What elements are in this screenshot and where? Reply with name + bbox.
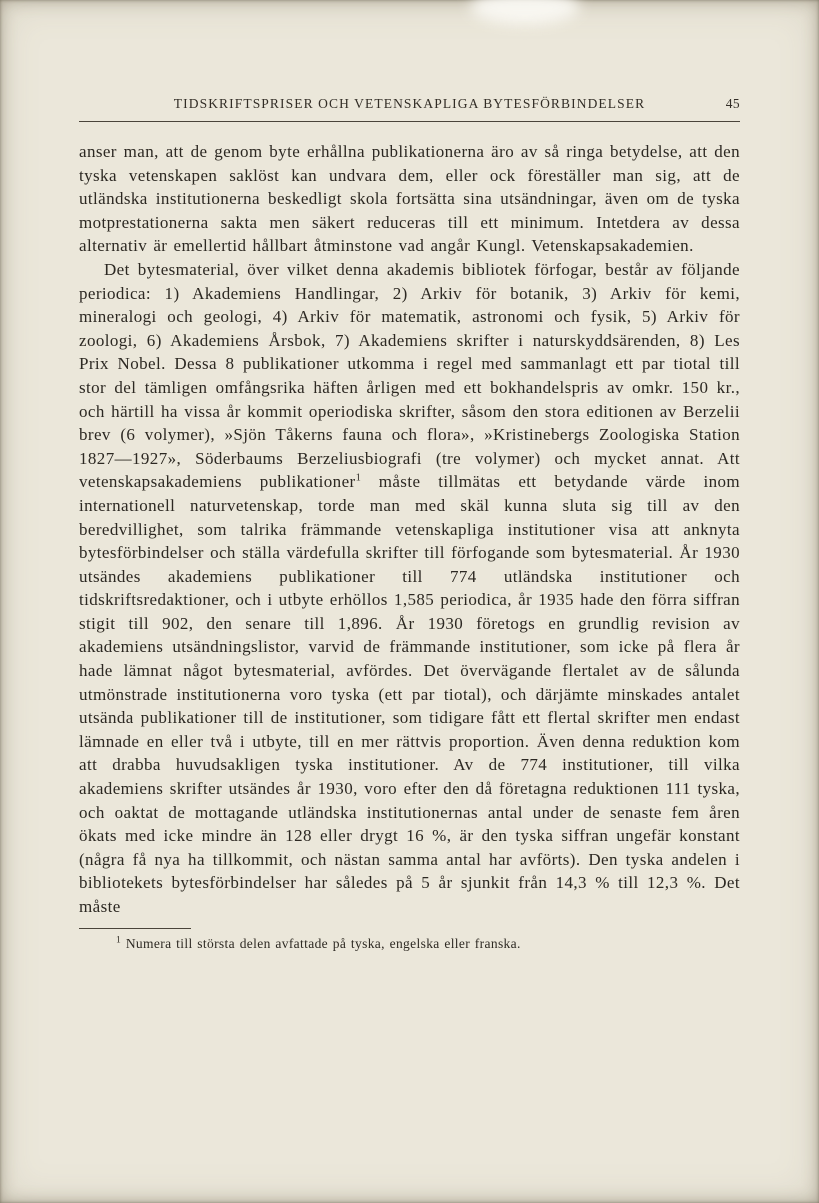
body-text xyxy=(79,140,740,919)
footnote xyxy=(79,935,740,953)
running-title: TIDSKRIFTSPRISER OCH VETENSKAPLIGA BYTESFÖRBINDELSER xyxy=(173,96,646,111)
footnote-reference: 1 xyxy=(355,472,361,484)
footnote-text: Numera till största delen avfattade på tyska, engelska eller franska. xyxy=(121,935,521,951)
page-content xyxy=(79,96,740,953)
page-number: 45 xyxy=(725,96,740,111)
page-header xyxy=(79,96,740,113)
footnote-marker: 1 xyxy=(116,935,122,946)
header-rule xyxy=(79,121,740,122)
paragraph-bytesmaterial xyxy=(79,258,740,919)
footnote-area xyxy=(79,928,740,953)
paragraph-text: måste tillmätas ett betydande värde inom internationell naturvetenskap, torde man med skäl kunna sluta sig till av den beredvillighet, som talrika främmande vetenskapliga institutioner visa att anknyta bytesförbindelser och ställa värdefulla skrifter till förfogande som bytesmaterial. År 1930 utsändes akademiens publikationer till 774 utländska institutioner och tidskriftsredaktioner, och i utbyte erhöllos 1,585 periodica, år 1935 hade den förra siffran stigit till 902, den senare till 1,896. År 1930 företogs en grundlig revision av akademiens utsändningslistor, varvid de främmande institutioner, som icke på flera år hade lämnat något bytesmaterial, avfördes. Det övervägande flertalet av de sålunda utmönstrade institutionerna voro tyska (ett par tiotal), och därjämte minskades antalet utsända publikationer till de institutioner, som tidigare fått ett flertal skrifter men endast lämnade en eller två i utbyte, till en mer rättvis proportion. Även denna reduktion kom att drabba huvudsakligen tyska institutioner. Av de 774 institutioner, till vilka akademiens skrifter utsändes år 1930, voro efter den då företagna reduktionen 111 tyska, och oaktat de mottagande utländska institutionernas antal under de senaste fem åren ökats med icke mindre än 128 eller drygt 16 %, är den tyska siffran ungefär konstant (några få nya ha tillkommit, och nästan samma antal har avförts). Den tyska andelen i bibliotekets bytesförbindelser har således på 5 år sjunkit från 14,3 % till 12,3 %. Det måste xyxy=(79,472,740,916)
paragraph-text: Det bytesmaterial, över vilket denna akademis bibliotek förfogar, består av följande periodica: 1) Akademiens Handlingar, 2) Arkiv för botanik, 3) Arkiv för kemi, mineralogi och geologi, 4) Arkiv för matematik, astronomi och fysik, 5) Arkiv för zoologi, 6) Akademiens Årsbok, 7) Akademiens skrifter i naturskyddsärenden, 8) Les Prix Nobel. Dessa 8 publikationer utkomma i regel med sammanlagt ett par tiotal till stor del tämligen omfångsrika häften årligen med ett bokhandelspris av omkr. 150 kr., och härtill ha vissa år kommit operiodiska skrifter, såsom den stora editionen av Berzelii brev (6 volymer), »Sjön Tåkerns fauna och flora», »Kristinebergs Zoologiska Station 1827—1927», Söderbaums Berzeliusbiografi (tre volymer) och mycket annat. Att vetenskapsakademiens publikationer xyxy=(79,259,740,492)
paragraph-continuation: anser man, att de genom byte erhållna publikationerna äro av så ringa betydelse, att den tyska vetenskapen saklöst kan undvara dem, eller ock föreställer man sig, att de utländska institutionerna beskedligt skola fortsätta sina utsändningar, även om de tyska motprestationerna sakta men säkert reduceras till ett minimum. Intetdera av dessa alternativ är emellertid hållbart åtminstone vad angår Kungl. Vetenskapsakademien. xyxy=(79,142,740,256)
footnote-rule xyxy=(79,928,191,929)
scan-light-artifact xyxy=(470,0,580,24)
